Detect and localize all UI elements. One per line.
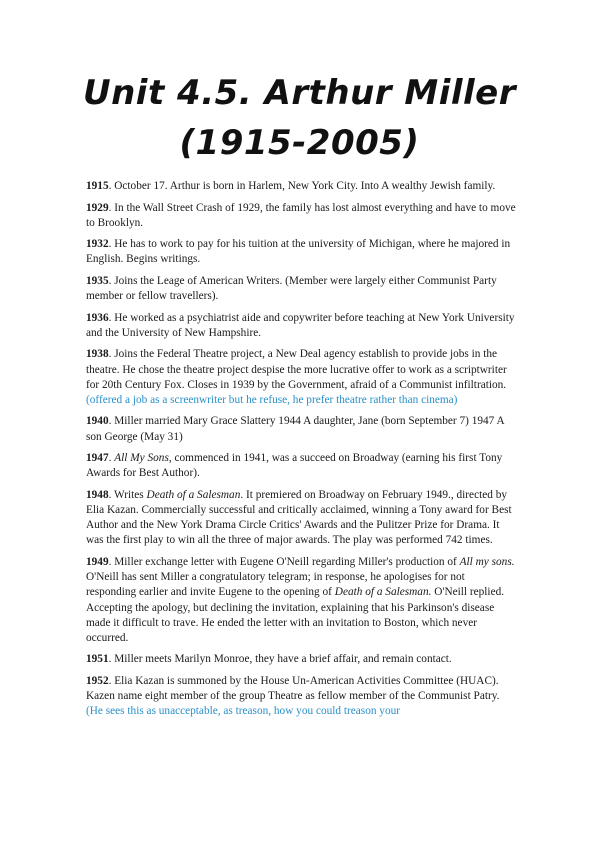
entry-text: . He has to work to pay for his tuition at the university of Michigan, where he majored in English. Begins writings. xyxy=(86,238,511,266)
entry-title-italic: Death of a Salesman xyxy=(146,488,241,501)
timeline-entry-1951 xyxy=(86,652,516,667)
entry-year: 1948 xyxy=(86,488,109,501)
entry-year: 1929 xyxy=(86,201,109,214)
timeline-entry-1938 xyxy=(86,347,516,408)
entry-text: . Joins the Leage of American Writers. (Member were largely either Communist Party member or fellow travellers). xyxy=(86,274,497,303)
entry-text: . He worked as a psychiatrist aide and copywriter before teaching at New York University and the University of New Hampshire. xyxy=(86,311,515,339)
timeline-entry-1948 xyxy=(86,488,516,549)
entry-text: . Joins the Federal Theatre project, a New Deal agency establish to provide jobs in the theatre. He chose the theatre project despise the more lucrative offer to work as a scriptwriter for 20th Century Fox. Closes in 1939 by the Government, afraid of a Communist infiltration. xyxy=(86,348,507,391)
entry-note: (offered a job as a screenwriter but he refuse, he prefer theatre rather than cinema) xyxy=(86,393,458,406)
timeline-entry-1936 xyxy=(86,311,516,341)
entry-year: 1951 xyxy=(86,653,109,666)
entry-text: . Miller meets Marilyn Monroe, they have a brief affair, and remain contact. xyxy=(108,653,452,666)
entry-year: 1940 xyxy=(86,415,109,428)
entry-note: (He sees this as unacceptable, as treason, how you could treason your xyxy=(86,705,401,718)
entry-year: 1949 xyxy=(86,555,109,568)
entry-text: , commenced in 1941, was a succeed on Broadway (earning his first Tony Awards for Best Author). xyxy=(86,452,503,480)
entry-text: . Elia Kazan is summoned by the House Un-American Activities Committee (HUAC). Kazen name eight member of the group Theatre as fellow member of the Communist Patry. xyxy=(86,674,500,703)
entry-title-italic: Death of a Salesman. xyxy=(334,586,432,599)
entry-text: O'Neill replied. Accepting the apology, but declining the invitation, explaining that his Parkinson's disease made it difficult to trave. He ended the letter with an invitation to Boston, which never occurred. xyxy=(86,586,505,644)
entry-title-italic: All My Sons xyxy=(114,452,169,465)
entry-text: . xyxy=(108,452,115,465)
entry-text: . In the Wall Street Crash of 1929, the family has lost almost everything and have to move to Brooklyn. xyxy=(86,201,516,229)
entry-year: 1915 xyxy=(86,180,109,192)
timeline-entry-1947 xyxy=(86,451,516,481)
timeline-entries xyxy=(86,179,516,726)
entry-text: O'Neill has sent Miller a congratulatory telegram; in response, he apologises for not responding earlier and invite Eugene to the opening of xyxy=(86,571,465,599)
entry-year: 1932 xyxy=(86,238,109,251)
entry-year: 1952 xyxy=(86,674,109,687)
entry-text: . It premiered on Broadway on February 1949., directed by Elia Kazan. Commercially successful and critically acclaimed, winning a Tony award for Best Author and the New York Drama Circle Critics' Awards and the Pulitzer Prize for Drama. It was the first play to win all the three of major awards. The play was performed 742 times. xyxy=(86,488,512,547)
timeline-entry-1929 xyxy=(86,201,516,231)
entry-text: . Miller married Mary Grace Slattery 1944 A daughter, Jane (born September 7) 1947 A son George (May 31) xyxy=(86,415,505,443)
entry-text: . Writes xyxy=(108,488,147,501)
timeline-entry-1935 xyxy=(86,274,516,304)
timeline-entry-1932 xyxy=(86,237,516,267)
timeline-entry-1949 xyxy=(86,555,516,646)
entry-text: . October 17. Arthur is born in Harlem, New York City. Into A wealthy Jewish family. xyxy=(108,180,496,192)
entry-year: 1938 xyxy=(86,348,109,361)
timeline-entry-1940 xyxy=(86,414,516,444)
timeline-entry-1952 xyxy=(86,674,516,720)
entry-year: 1936 xyxy=(86,311,109,324)
entry-text: . Miller exchange letter with Eugene O'Neill regarding Miller's production of xyxy=(108,555,460,568)
timeline-entry-1915 xyxy=(86,179,516,194)
page-title: Unit 4.5. Arthur Miller (1915-2005) xyxy=(82,73,516,163)
entry-title-italic: All my sons. xyxy=(459,555,515,568)
entry-year: 1947 xyxy=(86,452,109,465)
entry-year: 1935 xyxy=(86,274,109,287)
